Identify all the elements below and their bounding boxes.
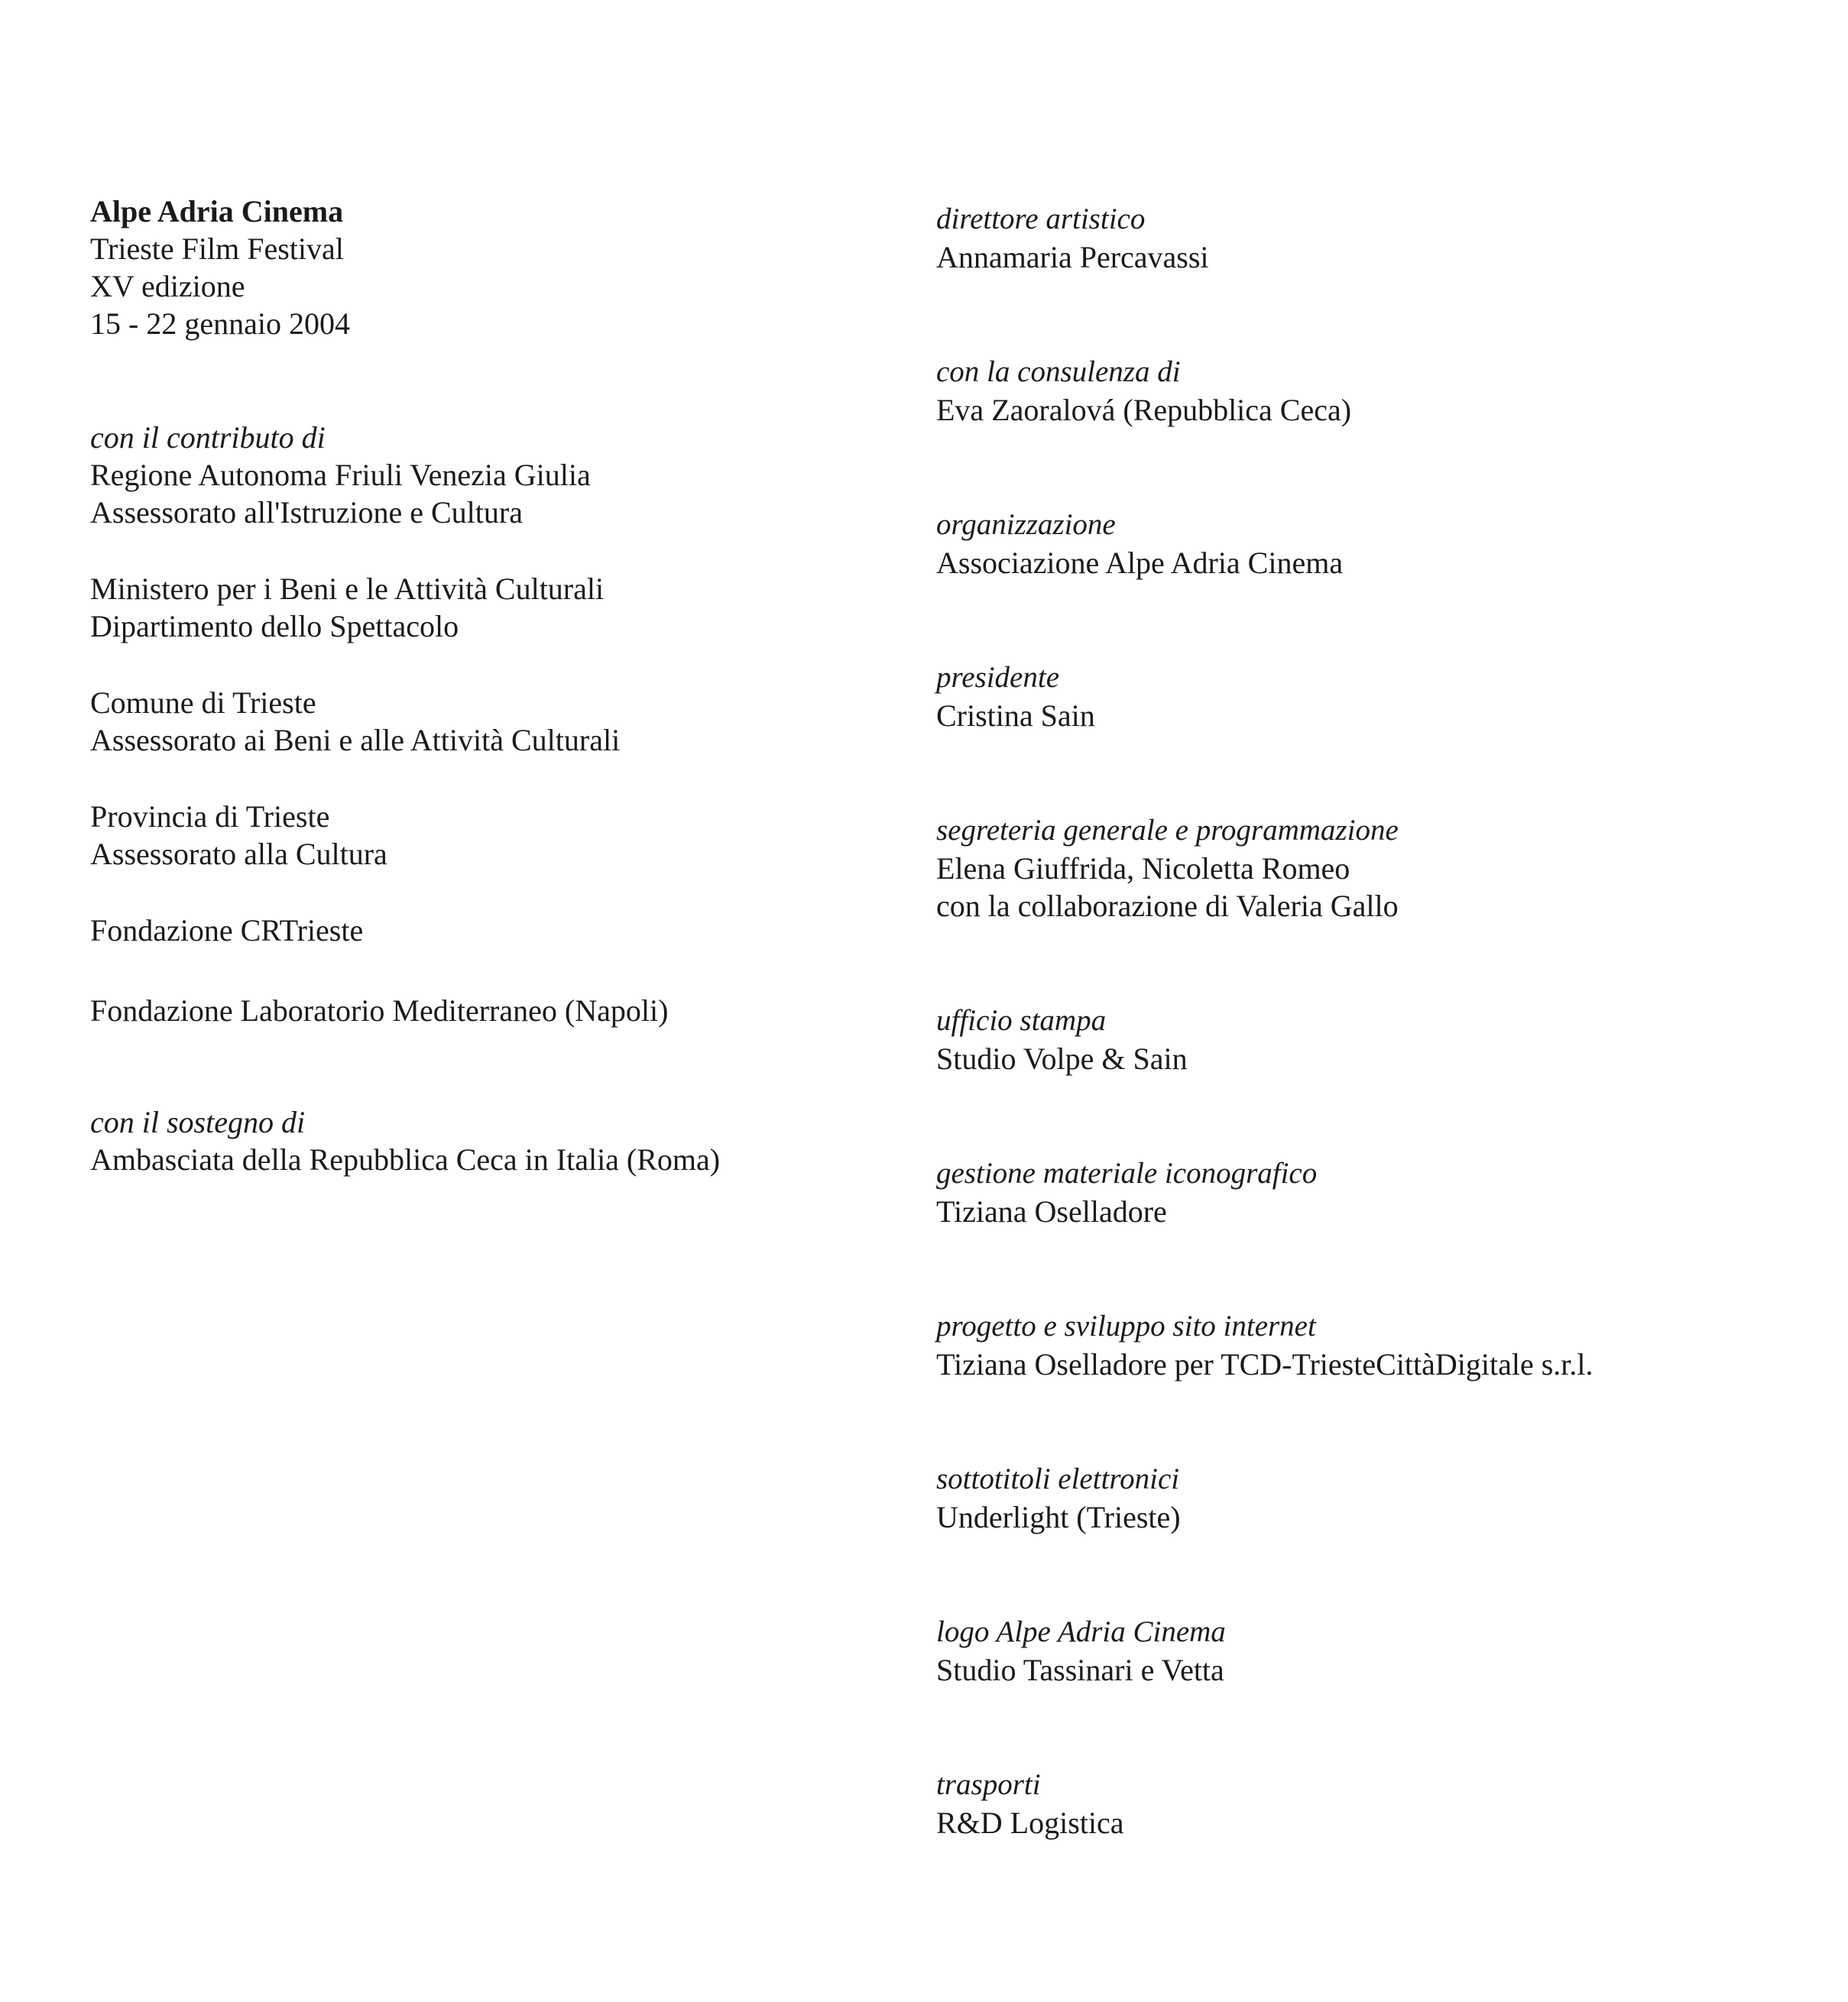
contributor-group	[90, 798, 854, 873]
credit-section	[936, 1002, 1815, 1077]
contributor-line: Regione Autonoma Friuli Venezia Giulia	[90, 458, 591, 492]
contributor-line: Dipartimento dello Spettacolo	[90, 609, 459, 643]
support-section	[90, 1103, 854, 1178]
credit-name: Annamaria Percavassi	[936, 240, 1209, 274]
festival-title: Alpe Adria Cinema	[90, 194, 344, 228]
contributor-line: Fondazione CRTrieste	[90, 913, 364, 948]
contributor-group	[90, 912, 854, 949]
credit-name: Eva Zaoralová (Repubblica Ceca)	[936, 393, 1352, 427]
credit-role: segreteria generale e programmazione	[936, 814, 1399, 847]
credit-role: progetto e sviluppo sito internet	[936, 1310, 1316, 1343]
credit-section	[936, 1460, 1815, 1536]
festival-dates: 15 - 22 gennaio 2004	[90, 306, 350, 341]
contributions-section	[90, 419, 854, 1029]
credit-section	[936, 1766, 1815, 1842]
support-label: con il sostegno di	[90, 1105, 306, 1139]
contributor-line: Ministero per i Beni e le Attività Culturali	[90, 572, 605, 606]
credit-role: direttore artistico	[936, 202, 1146, 235]
contributor-line: Assessorato alla Cultura	[90, 837, 387, 871]
credit-section	[936, 659, 1815, 734]
contributor-line: Comune di Trieste	[90, 685, 316, 720]
contributor-line: Fondazione Laboratorio Mediterraneo (Napoli)	[90, 993, 669, 1028]
credit-section	[936, 811, 1815, 925]
credit-name: Tiziana Oselladore per TCD-TriesteCittàDigitale s.r.l.	[936, 1347, 1593, 1382]
credit-section	[936, 1613, 1815, 1689]
credit-name: R&D Logistica	[936, 1806, 1124, 1840]
credit-role: logo Alpe Adria Cinema	[936, 1615, 1226, 1648]
contributor-group	[90, 570, 854, 645]
credit-section	[936, 1307, 1815, 1383]
contributor-group	[90, 992, 854, 1029]
contributions-label: con il contributo di	[90, 420, 326, 455]
credit-role: trasporti	[936, 1768, 1041, 1801]
credit-name: Studio Volpe & Sain	[936, 1041, 1188, 1076]
support-line: Ambasciata della Repubblica Ceca in Italia (Roma)	[90, 1142, 721, 1177]
contributor-line: Assessorato all'Istruzione e Cultura	[90, 495, 523, 530]
credit-name: Studio Tassinari e Vetta	[936, 1653, 1224, 1687]
contributor-line: Assessorato ai Beni e alle Attività Culturali	[90, 723, 621, 757]
credit-name: Associazione Alpe Adria Cinema	[936, 546, 1344, 580]
credit-role: sottotitoli elettronici	[936, 1463, 1180, 1495]
credit-name: Elena Giuffrida, Nicoletta Romeo	[936, 851, 1350, 886]
credit-role: presidente	[936, 661, 1060, 694]
right-column	[936, 200, 1815, 1842]
credit-section	[936, 200, 1815, 276]
contributor-line: Provincia di Trieste	[90, 799, 330, 834]
credit-name: Cristina Sain	[936, 698, 1095, 733]
credit-section	[936, 1155, 1815, 1230]
credit-role: ufficio stampa	[936, 1004, 1107, 1037]
credit-role: con la consulenza di	[936, 355, 1181, 388]
festival-name: Trieste Film Festival	[90, 232, 344, 266]
credit-section	[936, 353, 1815, 429]
credit-role: gestione materiale iconografico	[936, 1157, 1318, 1190]
contributor-group	[90, 684, 854, 759]
credit-name: con la collaborazione di Valeria Gallo	[936, 889, 1399, 923]
festival-header	[90, 193, 854, 342]
left-column	[90, 193, 854, 1178]
credit-name: Underlight (Trieste)	[936, 1500, 1181, 1534]
credit-role: organizzazione	[936, 508, 1116, 541]
credit-name: Tiziana Oselladore	[936, 1194, 1167, 1229]
credit-section	[936, 506, 1815, 581]
festival-edition: XV edizione	[90, 269, 245, 303]
